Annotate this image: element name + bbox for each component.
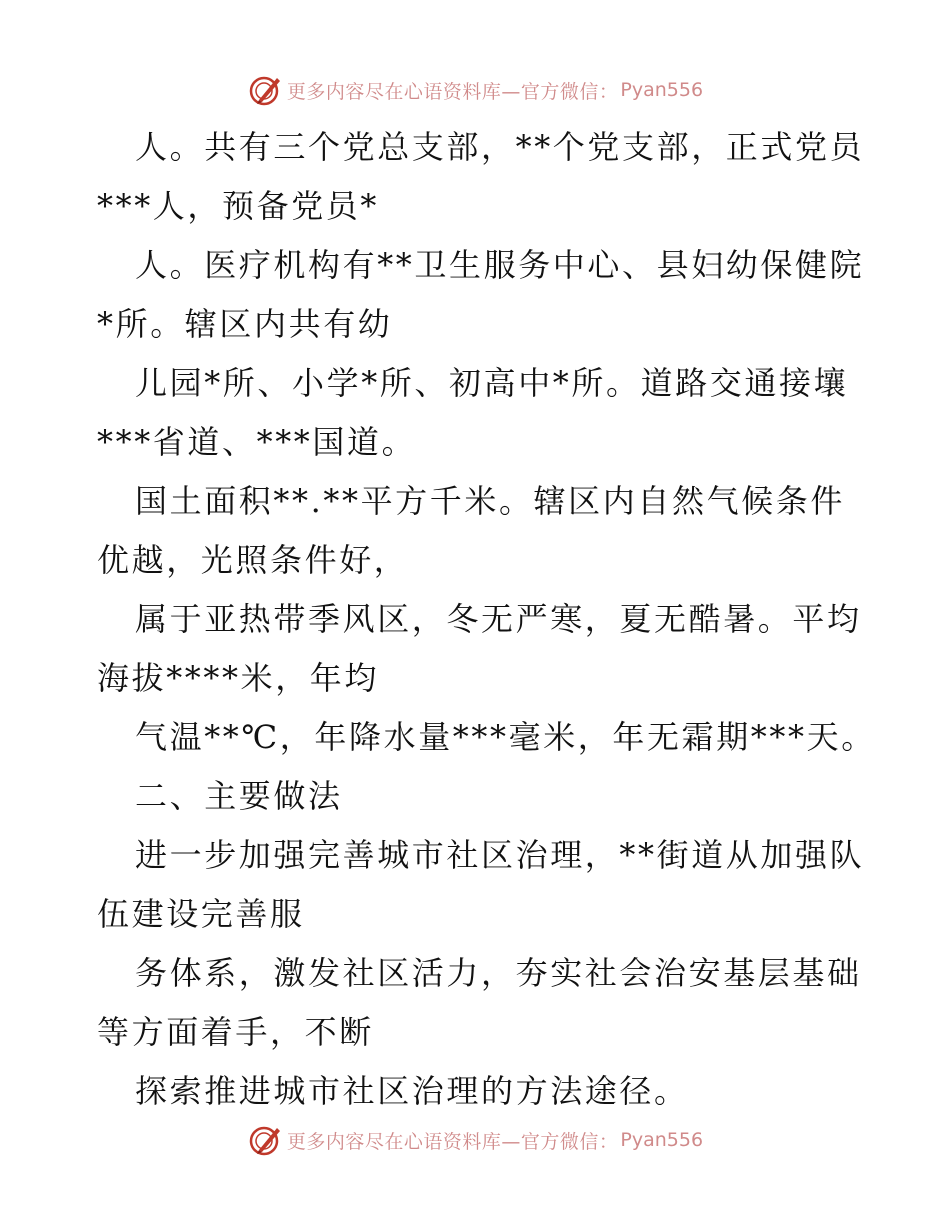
watermark-wechat-id: Pyan556 <box>620 79 704 101</box>
body-line: 务体系，激发社区活力，夯实社会治安基层基础 <box>135 954 862 992</box>
body-line: 进一步加强完善城市社区治理，**街道从加强队 <box>135 836 865 874</box>
body-line: 人。医疗机构有**卫生服务中心、县妇幼保健院 <box>135 246 865 284</box>
body-line: 气温**℃，年降水量***毫米，年无霜期***天。 <box>135 718 876 756</box>
document-body <box>97 118 876 1121</box>
watermark-header <box>0 70 950 110</box>
body-line: 等方面着手，不断 <box>97 1013 374 1051</box>
body-line: 伍建设完善服 <box>97 895 305 933</box>
body-line: 国土面积**.**平方千米。辖区内自然气候条件 <box>135 482 845 520</box>
watermark-text: 更多内容尽在心语资料库—官方微信： <box>286 80 619 103</box>
watermark-footer <box>0 1120 950 1160</box>
body-line: 儿园*所、小学*所、初高中*所。道路交通接壤 <box>135 364 849 402</box>
body-line: ***人，预备党员* <box>97 187 380 225</box>
body-line: 人。共有三个党总支部，**个党支部，正式党员 <box>135 128 865 166</box>
body-line: *所。辖区内共有幼 <box>97 305 393 343</box>
body-line: 属于亚热带季风区，冬无严寒，夏无酷暑。平均 <box>135 600 862 638</box>
watermark-wechat-id: Pyan556 <box>620 1129 704 1151</box>
body-line: 优越，光照条件好， <box>97 541 409 579</box>
quill-pen-logo-icon <box>247 72 283 108</box>
body-line: ***省道、***国道。 <box>97 423 417 461</box>
quill-pen-logo-icon <box>247 1122 283 1158</box>
body-line: 海拔****米，年均 <box>97 659 380 697</box>
body-line: 探索推进城市社区治理的方法途径。 <box>135 1072 689 1110</box>
watermark-text: 更多内容尽在心语资料库—官方微信： <box>286 1130 619 1153</box>
section-heading: 二、主要做法 <box>135 777 343 815</box>
